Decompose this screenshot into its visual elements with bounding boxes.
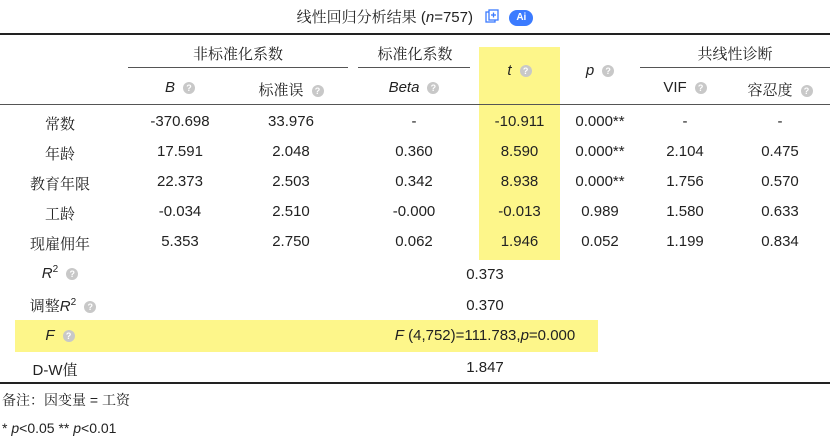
t-label: t — [507, 62, 512, 79]
sig-mid: <0.05 ** — [19, 420, 74, 436]
adj-r2-symbol: R — [59, 298, 71, 315]
row-label: 现雇佣年 — [29, 236, 90, 253]
help-icon[interactable]: ? — [427, 82, 439, 94]
cell-t: -10.911 — [494, 113, 545, 130]
collinearity-group-rule — [640, 67, 830, 68]
cell-beta: 0.062 — [395, 233, 433, 250]
cell-tolerance: 0.633 — [761, 203, 799, 220]
cell-t: -0.013 — [498, 203, 541, 220]
cell-tolerance: - — [777, 113, 783, 130]
adj-r2-label — [18, 295, 108, 316]
dw-value: 1.847 — [466, 359, 504, 376]
title-n: n — [425, 9, 435, 26]
cell-tolerance: 0.570 — [761, 173, 799, 190]
sig-star1: * — [2, 420, 12, 436]
adj-r2-value: 0.370 — [466, 297, 504, 314]
cell-b: 5.353 — [161, 233, 199, 250]
cell-t: 1.946 — [500, 233, 539, 250]
help-icon[interactable]: ? — [801, 85, 813, 97]
help-icon[interactable]: ? — [312, 85, 324, 97]
cell-vif: 2.104 — [666, 143, 704, 160]
cell-vif: - — [682, 113, 688, 130]
sig-p2: p — [73, 420, 82, 436]
title-prefix: 线性回归分析结果 ( — [296, 9, 426, 26]
adj-r2-superscript: 2 — [70, 297, 77, 308]
cell-se: 2.048 — [272, 143, 310, 160]
cell-se: 2.750 — [272, 233, 310, 250]
cell-t: 8.590 — [500, 143, 539, 160]
help-icon[interactable]: ? — [520, 65, 532, 77]
help-icon[interactable]: ? — [695, 82, 707, 94]
cell-b: -0.034 — [158, 203, 202, 220]
cell-t: 8.938 — [500, 173, 539, 190]
unstd-coef-header: 非标准化系数 — [192, 46, 283, 63]
collinearity-header: 共线性诊断 — [697, 46, 773, 63]
r2-superscript: 2 — [52, 264, 59, 275]
sig-end: <0.01 — [81, 420, 117, 436]
cell-p: 0.000** — [575, 143, 625, 160]
cell-se: 33.976 — [268, 113, 314, 130]
std-group-rule — [358, 67, 470, 68]
f-value — [340, 327, 630, 344]
cell-b: 22.373 — [157, 173, 203, 190]
beta-column-header — [358, 79, 470, 96]
se-column-header — [236, 79, 346, 100]
cell-se: 2.510 — [272, 203, 310, 220]
tolerance-label: 容忍度 — [747, 82, 793, 99]
f-value-end: =0.000 — [528, 327, 576, 344]
r2-value: 0.373 — [466, 266, 504, 283]
t-column-header — [479, 62, 560, 79]
cell-b: -370.698 — [150, 113, 210, 130]
beta-label: Beta — [388, 79, 420, 96]
p-label: p — [585, 62, 595, 79]
cell-tolerance: 0.475 — [761, 143, 799, 160]
ai-analysis-button[interactable]: Ai — [509, 10, 533, 26]
table-bottom-rule — [0, 382, 830, 384]
table-title — [0, 6, 830, 27]
unstd-group-rule — [128, 67, 348, 68]
help-icon[interactable]: ? — [84, 301, 96, 313]
dependent-variable-note: 备注：因变量 = 工资 — [2, 392, 130, 408]
cell-beta: 0.360 — [395, 143, 433, 160]
cell-vif: 1.580 — [666, 203, 704, 220]
f-value-p: p — [520, 327, 529, 344]
cell-p: 0.989 — [581, 203, 619, 220]
help-icon[interactable]: ? — [63, 330, 75, 342]
help-icon[interactable]: ? — [66, 268, 78, 280]
cell-p: 0.052 — [581, 233, 619, 250]
f-label — [20, 327, 100, 344]
row-label: 常数 — [44, 116, 75, 133]
std-coef-header: 标准化系数 — [377, 46, 453, 63]
row-label: 教育年限 — [29, 176, 90, 193]
f-symbol: F — [45, 327, 55, 344]
r2-label — [20, 264, 100, 282]
cell-vif: 1.199 — [666, 233, 704, 250]
cell-vif: 1.756 — [666, 173, 704, 190]
cell-beta: -0.000 — [392, 203, 436, 220]
cell-p: 0.000** — [575, 173, 625, 190]
b-label: B — [164, 79, 175, 96]
vif-label: VIF — [663, 79, 687, 96]
help-icon[interactable]: ? — [183, 82, 195, 94]
vif-column-header — [640, 79, 730, 96]
table-top-rule — [0, 33, 830, 35]
dw-label: D-W值 — [32, 362, 78, 379]
tolerance-column-header — [730, 79, 830, 100]
title-n-value: =757) — [434, 9, 473, 26]
b-column-header — [130, 79, 230, 96]
sig-p1: p — [11, 420, 20, 436]
row-label: 工龄 — [44, 206, 75, 223]
p-column-header — [565, 62, 635, 79]
cell-beta: 0.342 — [395, 173, 433, 190]
help-icon[interactable]: ? — [602, 65, 614, 77]
header-bottom-rule — [0, 104, 830, 105]
cell-beta: - — [411, 113, 417, 130]
cell-se: 2.503 — [272, 173, 310, 190]
f-value-f: F — [394, 327, 404, 344]
f-value-mid: (4,752)=111.783, — [403, 327, 521, 344]
copy-icon[interactable] — [485, 9, 499, 27]
cell-b: 17.591 — [157, 143, 203, 160]
row-label: 年龄 — [44, 146, 75, 163]
cell-tolerance: 0.834 — [761, 233, 799, 250]
se-label: 标准误 — [258, 82, 304, 99]
cell-p: 0.000** — [575, 113, 625, 130]
r2-symbol: R — [41, 265, 53, 282]
significance-note — [2, 420, 116, 436]
adj-prefix: 调整 — [29, 298, 60, 315]
